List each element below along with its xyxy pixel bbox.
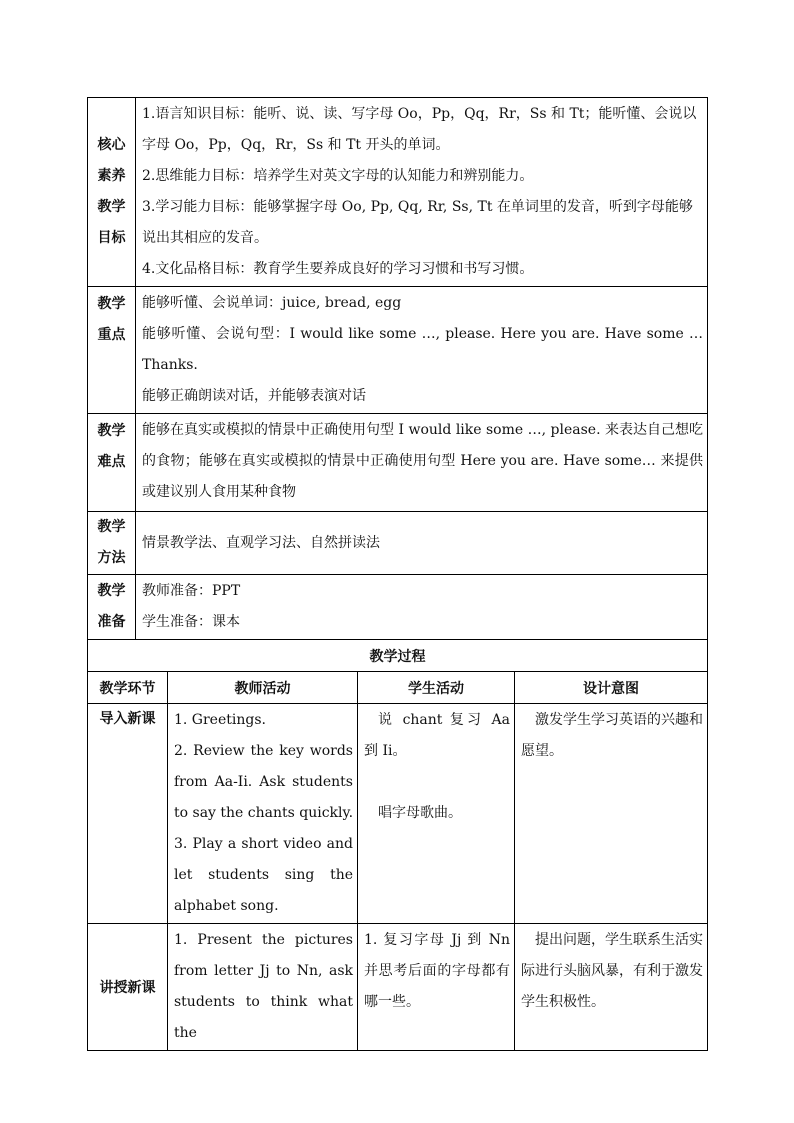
difficult-points-content <box>136 414 708 512</box>
design-intent <box>515 924 708 1051</box>
table-row <box>88 640 708 672</box>
stage-label: 导入新课 <box>88 704 168 924</box>
student-activity <box>358 924 515 1051</box>
label-line: 教学 <box>97 296 126 312</box>
table-row <box>88 575 708 640</box>
row-label-difficult-points <box>88 414 136 512</box>
label-line: 重点 <box>97 327 126 343</box>
key-points-content <box>136 287 708 414</box>
row-label-key-points <box>88 287 136 414</box>
teacher-activity <box>168 924 358 1051</box>
activity-line: 1. Present the pictures from letter Jj to Nn, ask students to think what the <box>174 932 353 1041</box>
table-header-row <box>88 672 708 704</box>
stage-label: 讲授新课 <box>88 924 168 1051</box>
row-label-methods <box>88 512 136 575</box>
objective-line: 3.学习能力目标：能够掌握字母 Oo, Pp, Qq, Rr, Ss, Tt 在单词里的发音，听到字母能够说出其相应的发音。 <box>142 199 693 246</box>
intent-line: 提出问题，学生联系生活实际进行头脑风暴，有利于激发学生积极性。 <box>521 932 703 1010</box>
lesson-plan-document <box>87 97 707 1051</box>
methods-content <box>136 512 708 575</box>
difficult-point-line: 能够在真实或模拟的情景中正确使用句型 I would like some …, please. 来表达自己想吃的食物；能够在真实或模拟的情景中正确使用句型 Here you are. Have some… 来提供或建议别人食用某种食物 <box>142 422 703 500</box>
key-point-line: 能够听懂、会说单词：juice, bread, egg <box>142 295 402 311</box>
core-objectives-content <box>136 98 708 287</box>
activity-line: 1. Greetings. <box>174 712 266 728</box>
table-row <box>88 287 708 414</box>
objective-line: 4.文化品格目标：教育学生要养成良好的学习习惯和书写习惯。 <box>142 261 534 277</box>
column-header: 设计意图 <box>515 672 708 704</box>
table-row <box>88 704 708 924</box>
label-line: 方法 <box>97 550 126 566</box>
activity-line: 唱字母歌曲。 <box>378 805 462 821</box>
key-point-line: 能够正确朗读对话，并能够表演对话 <box>142 388 366 404</box>
row-label-preparation <box>88 575 136 640</box>
label-line: 教学 <box>97 519 126 535</box>
preparation-line: 教师准备：PPT <box>142 583 241 599</box>
label-line: 教学 <box>97 199 126 215</box>
table-row <box>88 414 708 512</box>
activity-line: 说 chant 复习 Aa 到 Ii。 <box>364 712 510 759</box>
table-row <box>88 924 708 1051</box>
label-line: 目标 <box>97 230 126 246</box>
column-header: 学生活动 <box>358 672 515 704</box>
table-row <box>88 512 708 575</box>
label-line: 教学 <box>97 423 126 439</box>
label-line: 难点 <box>97 454 126 470</box>
key-point-line: 能够听懂、会说句型：I would like some …, please. Here you are. Have some … Thanks. <box>142 326 703 373</box>
preparation-content <box>136 575 708 640</box>
activity-line: 3. Play a short video and let students sing the alphabet song. <box>174 836 353 914</box>
process-title: 教学过程 <box>88 640 708 672</box>
method-line: 情景教学法、直观学习法、自然拼读法 <box>142 534 380 551</box>
objectives-table <box>87 97 708 640</box>
intent-line: 激发学生学习英语的兴趣和愿望。 <box>521 712 703 759</box>
teacher-activity <box>168 704 358 924</box>
design-intent <box>515 704 708 924</box>
activity-line: 1. 复习字母 Jj 到 Nn 并思考后面的字母都有哪一些。 <box>364 932 510 1010</box>
row-label-core-objectives <box>88 98 136 287</box>
column-header: 教学环节 <box>88 672 168 704</box>
column-header: 教师活动 <box>168 672 358 704</box>
preparation-line: 学生准备：课本 <box>142 614 240 630</box>
label-line: 准备 <box>97 614 126 630</box>
objective-line: 2.思维能力目标：培养学生对英文字母的认知能力和辨别能力。 <box>142 168 534 184</box>
table-row <box>88 98 708 287</box>
label-line: 素养 <box>97 168 126 184</box>
label-line: 教学 <box>97 583 126 599</box>
activity-line: 2. Review the key words from Aa-Ii. Ask students to say the chants quickly. <box>174 743 354 821</box>
student-activity <box>358 704 515 924</box>
teaching-process-table <box>87 640 708 1051</box>
objective-line: 1.语言知识目标：能听、说、读、写字母 Oo，Pp，Qq，Rr，Ss 和 Tt；能听懂、会说以字母 Oo，Pp，Qq，Rr，Ss 和 Tt 开头的单词。 <box>142 106 697 153</box>
label-line: 核心 <box>97 137 126 153</box>
